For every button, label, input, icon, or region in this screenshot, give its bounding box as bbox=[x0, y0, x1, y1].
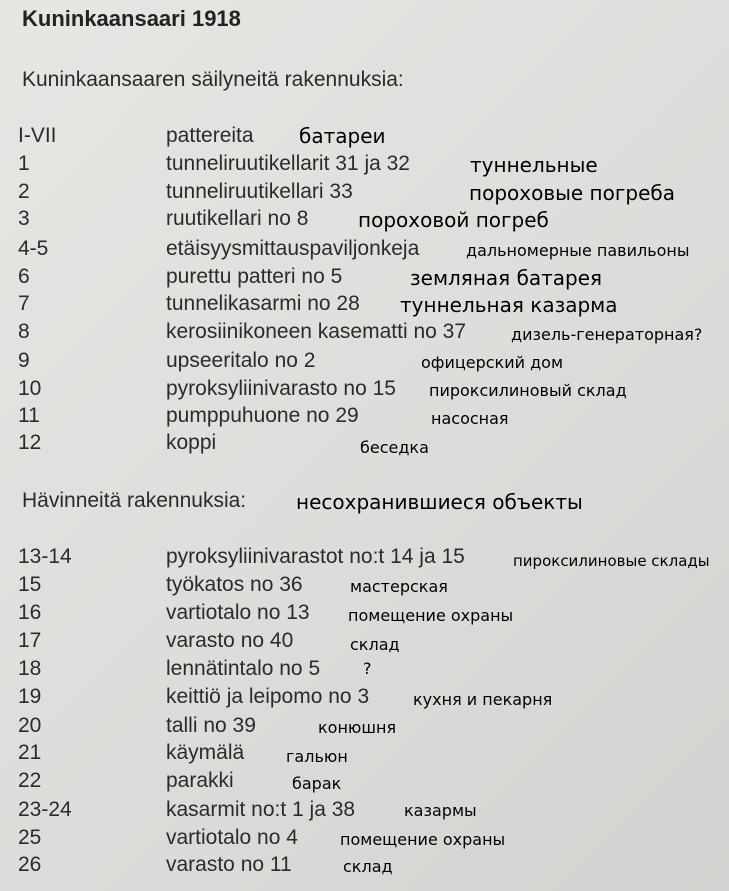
item-finnish: tunneliruutikellari 33 bbox=[166, 180, 353, 203]
list-item bbox=[0, 826, 729, 854]
item-number: 11 bbox=[18, 404, 40, 427]
item-finnish: ruutikellari no 8 bbox=[166, 207, 309, 230]
item-finnish: tunneliruutikellarit 31 ja 32 bbox=[166, 152, 410, 175]
item-russian: дальномерные павильоны bbox=[466, 241, 690, 260]
item-finnish: parakki bbox=[166, 769, 234, 792]
item-russian: насосная bbox=[431, 409, 509, 428]
list-item bbox=[0, 741, 729, 769]
item-finnish: lennätintalo no 5 bbox=[166, 657, 321, 680]
list-item bbox=[0, 629, 729, 657]
item-number: 21 bbox=[18, 741, 42, 764]
item-number: 9 bbox=[18, 349, 30, 372]
page-title: Kuninkaansaari 1918 bbox=[22, 6, 241, 31]
item-russian: ? bbox=[363, 659, 372, 678]
item-finnish: työkatos no 36 bbox=[166, 573, 303, 596]
item-russian: офицерский дом bbox=[421, 353, 564, 372]
list-item bbox=[0, 377, 729, 405]
item-number: 1 bbox=[18, 152, 30, 175]
item-russian: казармы bbox=[404, 801, 477, 820]
list-item bbox=[0, 853, 729, 881]
item-russian: батареи bbox=[299, 124, 386, 148]
item-russian: пороховой погреб bbox=[358, 208, 549, 232]
list-item bbox=[0, 431, 729, 459]
item-number: 3 bbox=[18, 207, 30, 230]
item-number: 2 bbox=[18, 180, 30, 203]
item-russian: мастерская bbox=[350, 577, 448, 596]
item-number: 10 bbox=[18, 377, 42, 400]
item-finnish: talli no 39 bbox=[166, 714, 256, 737]
lost-heading-russian: несохранившиеся объекты bbox=[296, 490, 583, 514]
item-finnish: purettu patteri no 5 bbox=[166, 265, 343, 288]
item-finnish: koppi bbox=[166, 431, 217, 454]
list-item bbox=[0, 404, 729, 432]
item-finnish: pyroksyliinivarastot no:t 14 ja 15 bbox=[166, 545, 465, 568]
list-item bbox=[0, 320, 729, 348]
item-number: 17 bbox=[18, 629, 42, 652]
item-finnish: vartiotalo no 13 bbox=[166, 601, 310, 624]
item-finnish: pumppuhuone no 29 bbox=[166, 404, 359, 427]
item-number: 6 bbox=[18, 265, 30, 288]
item-finnish: vartiotalo no 4 bbox=[166, 826, 298, 849]
list-item bbox=[0, 124, 729, 152]
item-finnish: kasarmit no:t 1 ja 38 bbox=[166, 798, 356, 821]
item-finnish: kerosiinikoneen kasematti no 37 bbox=[166, 320, 467, 343]
item-number: 19 bbox=[18, 685, 42, 708]
lost-heading: Hävinneitä rakennuksia: bbox=[22, 489, 247, 512]
list-item bbox=[0, 292, 729, 320]
list-item bbox=[0, 657, 729, 685]
item-russian: склад bbox=[343, 857, 393, 876]
list-item bbox=[0, 573, 729, 601]
item-russian: конюшня bbox=[318, 718, 397, 737]
item-number: 20 bbox=[18, 714, 42, 737]
item-russian: кухня и пекарня bbox=[413, 690, 553, 709]
list-item bbox=[0, 714, 729, 742]
item-number: 18 bbox=[18, 657, 42, 680]
item-number: 26 bbox=[18, 853, 42, 876]
item-finnish: keittiö ja leipomo no 3 bbox=[166, 685, 370, 708]
item-russian: гальюн bbox=[286, 747, 348, 766]
item-russian: барак bbox=[292, 774, 342, 793]
item-finnish: varasto no 40 bbox=[166, 629, 294, 652]
item-finnish: pattereita bbox=[166, 124, 254, 147]
item-russian: пороховые погреба bbox=[469, 181, 675, 205]
item-finnish: pyroksyliinivarasto no 15 bbox=[166, 377, 396, 400]
item-number: 16 bbox=[18, 601, 42, 624]
item-number: 25 bbox=[18, 826, 42, 849]
item-russian: пироксилиновый склад bbox=[429, 381, 627, 400]
item-russian: туннельные bbox=[470, 153, 598, 177]
item-russian: склад bbox=[350, 635, 400, 654]
item-finnish: varasto no 11 bbox=[166, 853, 292, 876]
list-item bbox=[0, 601, 729, 629]
item-number: 23-24 bbox=[18, 798, 72, 821]
list-item bbox=[0, 265, 729, 293]
item-russian: помещение охраны bbox=[348, 606, 514, 625]
list-item bbox=[0, 237, 729, 265]
item-russian: беседка bbox=[360, 438, 429, 457]
item-number: I-VII bbox=[18, 124, 57, 147]
item-russian: помещение охраны bbox=[340, 830, 506, 849]
existing-heading: Kuninkaansaaren säilyneitä rakennuksia: bbox=[22, 68, 404, 91]
list-item bbox=[0, 545, 729, 573]
item-number: 12 bbox=[18, 431, 42, 454]
item-russian: пироксилиновые склады bbox=[513, 552, 710, 570]
list-item bbox=[0, 685, 729, 713]
list-item bbox=[0, 152, 729, 180]
item-finnish: etäisyysmittauspaviljonkeja bbox=[166, 237, 420, 260]
list-item bbox=[0, 769, 729, 797]
item-number: 8 bbox=[18, 320, 30, 343]
item-number: 13-14 bbox=[18, 545, 72, 568]
item-finnish: käymälä bbox=[166, 741, 245, 764]
list-item bbox=[0, 207, 729, 235]
item-finnish: upseeritalo no 2 bbox=[166, 349, 316, 372]
item-russian: туннельная казарма bbox=[400, 293, 618, 317]
list-item bbox=[0, 798, 729, 826]
item-number: 22 bbox=[18, 769, 42, 792]
item-russian: земляная батарея bbox=[410, 266, 603, 290]
item-number: 4-5 bbox=[18, 237, 49, 260]
list-item bbox=[0, 180, 729, 208]
item-number: 15 bbox=[18, 573, 42, 596]
item-finnish: tunnelikasarmi no 28 bbox=[166, 292, 360, 315]
item-russian: дизель-генераторная? bbox=[511, 325, 703, 344]
list-item bbox=[0, 349, 729, 377]
item-number: 7 bbox=[18, 292, 30, 315]
